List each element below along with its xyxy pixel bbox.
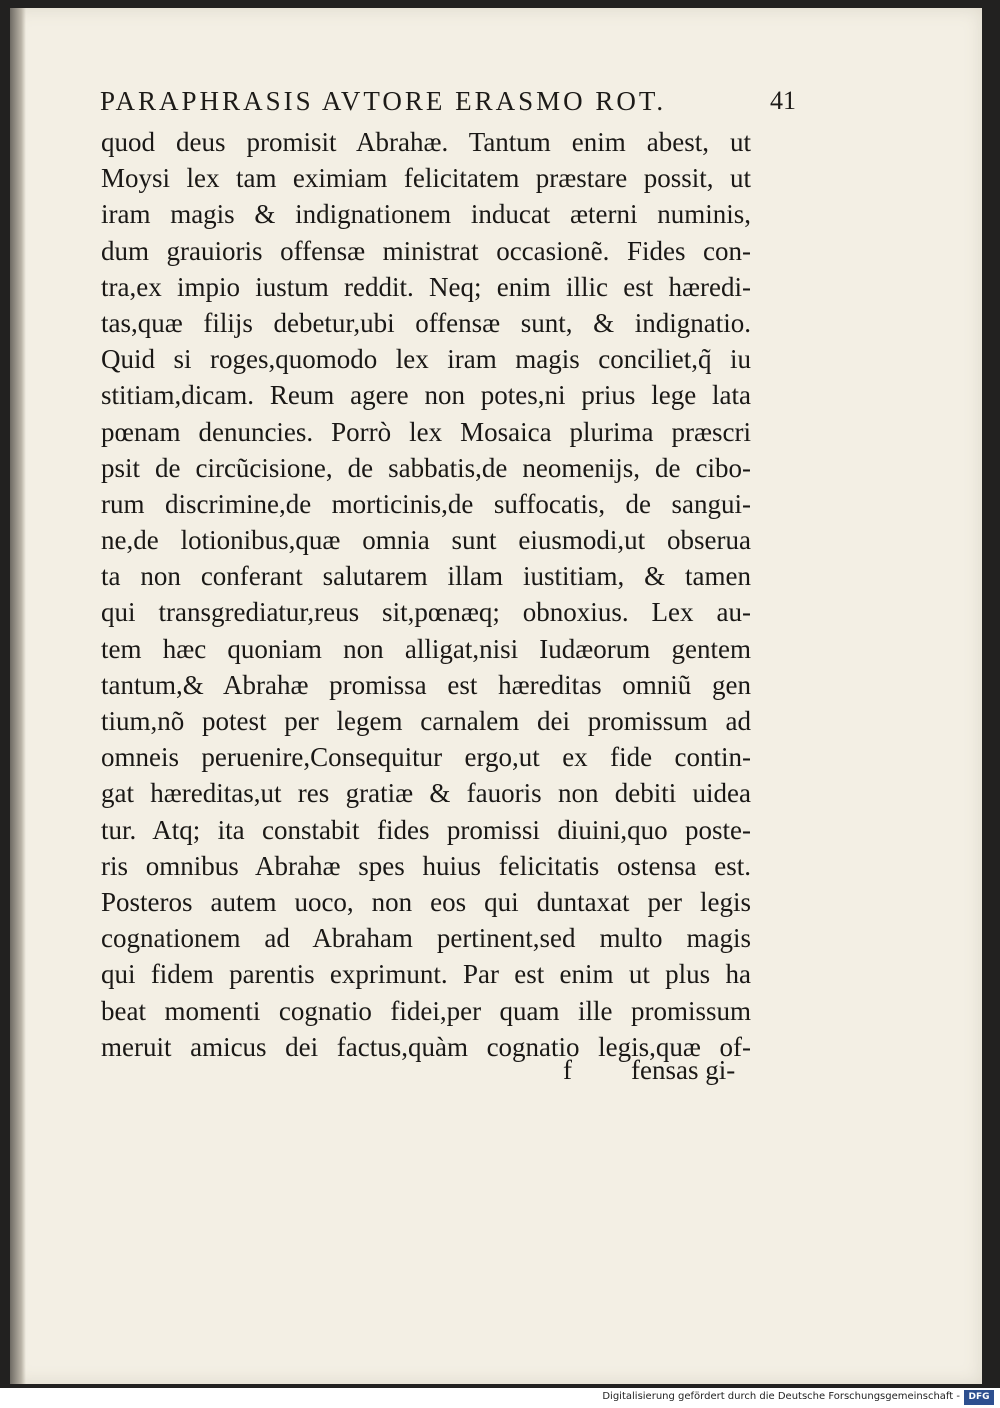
- footer-bar: [0, 1388, 1000, 1408]
- text-line: Posteros autem uoco, non eos qui duntaxat per legis: [101, 886, 751, 917]
- text-line: qui fidem parentis exprimunt. Par est enim ut plus ha: [101, 959, 751, 990]
- text-line: tra,ex impio iustum reddit. Neq; enim illic est hæredi-: [101, 271, 751, 302]
- text-block: [101, 124, 751, 1065]
- text-line: quod deus promisit Abrahæ. Tantum enim abest, ut: [101, 127, 751, 157]
- text-line: tem hæc quoniam non alligat,nisi Iudæorum gentem: [101, 633, 751, 664]
- dfg-logo: DFG: [964, 1390, 994, 1405]
- text-line: rum discrimine,de morticinis,de suffocatis, de sangui-: [101, 488, 751, 519]
- text-line: Moysi lex tam eximiam felicitatem præstare possit, ut: [101, 163, 751, 194]
- page-number: 41: [770, 86, 796, 115]
- text-line: tur. Atq; ita constabit fides promissi diuini,quo poste-: [101, 814, 751, 845]
- text-line: omneis peruenire,Consequitur ergo,ut ex fide contin-: [101, 742, 751, 773]
- text-line: psit de circũcisione, de sabbatis,de neomenijs, de cibo-: [101, 452, 751, 483]
- text-line: Quid si roges,quomodo lex iram magis conciliet,q̃ iu: [101, 344, 751, 375]
- text-line: ris omnibus Abrahæ spes huius felicitatis ostensa est.: [101, 850, 751, 881]
- page-spine-edge: [10, 8, 26, 1384]
- text-line: beat momenti cognatio fidei,per quam ille promissum: [101, 995, 751, 1026]
- text-line: meruit amicus dei factus,quàm cognatio legis,quæ of-: [101, 1031, 751, 1062]
- funding-credit: Digitalisierung gefördert durch die Deutsche Forschungsgemeinschaft -: [602, 1391, 960, 1402]
- text-line: qui transgrediatur,reus sit,pœnæq; obnoxius. Lex au-: [101, 597, 751, 628]
- text-line: pœnam denuncies. Porrò lex Mosaica plurima præscri: [101, 416, 751, 447]
- text-line: tas,quæ filijs debetur,ubi offensæ sunt, & indignatio.: [101, 307, 751, 338]
- text-line: gat hæreditas,ut res gratiæ & fauoris non debiti uidea: [101, 778, 751, 809]
- running-head: PARAPHRASIS AVTORE ERASMO ROT.: [100, 86, 667, 116]
- text-line: tantum,& Abrahæ promissa est hæreditas omniũ gen: [101, 669, 751, 700]
- text-line: stitiam,dicam. Reum agere non potes,ni prius lege lata: [101, 380, 751, 411]
- catch-row: [101, 1055, 751, 1091]
- text-line: ne,de lotionibus,quæ omnia sunt eiusmodi,ut obserua: [101, 525, 751, 556]
- text-line: iram magis & indignationem inducat æterni numinis,: [101, 199, 751, 230]
- text-line: cognationem ad Abraham pertinent,sed multo magis: [101, 923, 751, 954]
- text-line: ta non conferant salutarem illam iustitiam, & tamen: [101, 561, 751, 592]
- text-line: dum grauioris offensæ ministrat occasionẽ. Fides con-: [101, 235, 751, 266]
- signature-mark: f: [563, 1055, 572, 1085]
- catchword: fensas gi-: [631, 1055, 736, 1085]
- text-line: tium,nõ potest per legem carnalem dei promissum ad: [101, 706, 751, 736]
